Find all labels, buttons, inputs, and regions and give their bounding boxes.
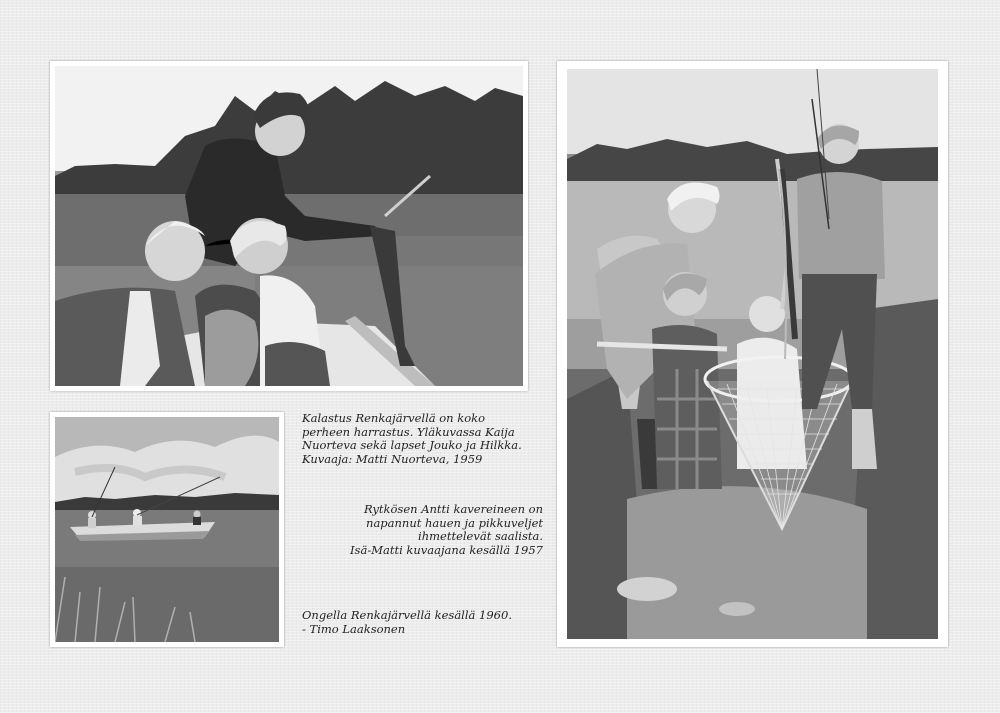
caption-rowboat <box>302 609 512 636</box>
caption-family-fishing <box>302 412 522 466</box>
caption-line: napannut hauen ja pikkuveljet <box>366 515 543 530</box>
caption-line: Ongella Renkajärvellä kesällä 1960. <box>302 608 512 622</box>
caption-line: Nuorteva sekä lapset Jouko ja Hilkka. <box>302 438 522 452</box>
caption-line: Kalastus Renkajärvellä on koko <box>302 411 486 425</box>
caption-line: perheen harrastus. Yläkuvassa Kaija <box>302 424 515 439</box>
rowboat-image <box>55 417 279 642</box>
photo-rowboat-on-lake <box>50 412 284 647</box>
caption-line: Isä-Matti kuvaajana kesällä 1957 <box>350 542 543 557</box>
photo-boys-with-pike <box>557 61 948 647</box>
caption-line: ihmettelevät saalista. <box>418 529 543 543</box>
caption-line: Kuvaaja: Matti Nuorteva, 1959 <box>302 451 483 466</box>
boys-with-pike-image <box>567 69 938 639</box>
family-in-boat-image <box>55 66 523 386</box>
photo-family-in-boat <box>50 61 528 391</box>
caption-pike-catch <box>320 503 543 557</box>
caption-line: Rytkösen Antti kavereineen on <box>363 502 543 516</box>
caption-line: - Timo Laaksonen <box>302 621 406 636</box>
